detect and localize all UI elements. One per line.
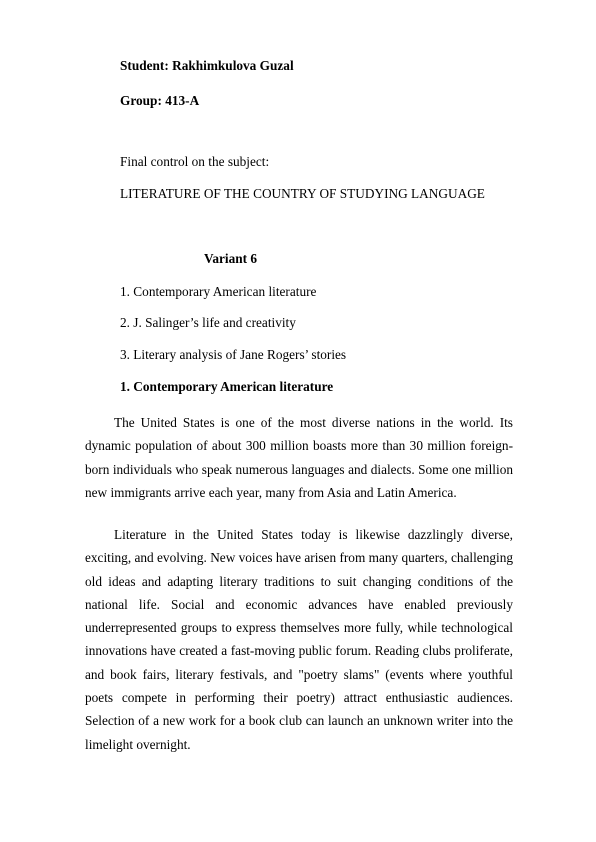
student-name: Student: Rakhimkulova Guzal <box>120 58 294 73</box>
group-number: Group: 413-A <box>120 93 200 108</box>
subject-intro: Final control on the subject: <box>120 154 270 169</box>
body-paragraph: Literature in the United States today is likewise dazzlingly diverse, exciting, and evolving. New voices have arisen from many quarters, challenging old ideas and adapting literary traditions to suit changing conditions of the national life. Social and economic advances have enabled previously underrepresented groups to express themselves more fully, while technological innovations have created a fast-moving public forum. Reading clubs proliferate, and book fairs, literary festivals, and "poetry slams" (events where youthful poets compete in performing their poetry) attract enthusiastic audiences. Selection of a new work for a book club can launch an unknown writer into the limelight overnight. <box>85 527 513 752</box>
topic-item: 2. J. Salinger’s life and creativity <box>120 315 296 330</box>
body-paragraph: The United States is one of the most diverse nations in the world. Its dynamic population of about 300 million boasts more than 30 million foreign-born individuals who speak numerous languages and dialects. Some one million new immigrants arrive each year, many from Asia and Latin America. <box>85 415 513 500</box>
topic-item: 3. Literary analysis of Jane Rogers’ stories <box>120 347 347 362</box>
subject-title: LITERATURE OF THE COUNTRY OF STUDYING LANGUAGE <box>120 186 485 201</box>
topic-item: 1. Contemporary American literature <box>120 284 317 299</box>
variant-label: Variant 6 <box>204 251 258 266</box>
section-heading: 1. Contemporary American literature <box>120 379 334 394</box>
